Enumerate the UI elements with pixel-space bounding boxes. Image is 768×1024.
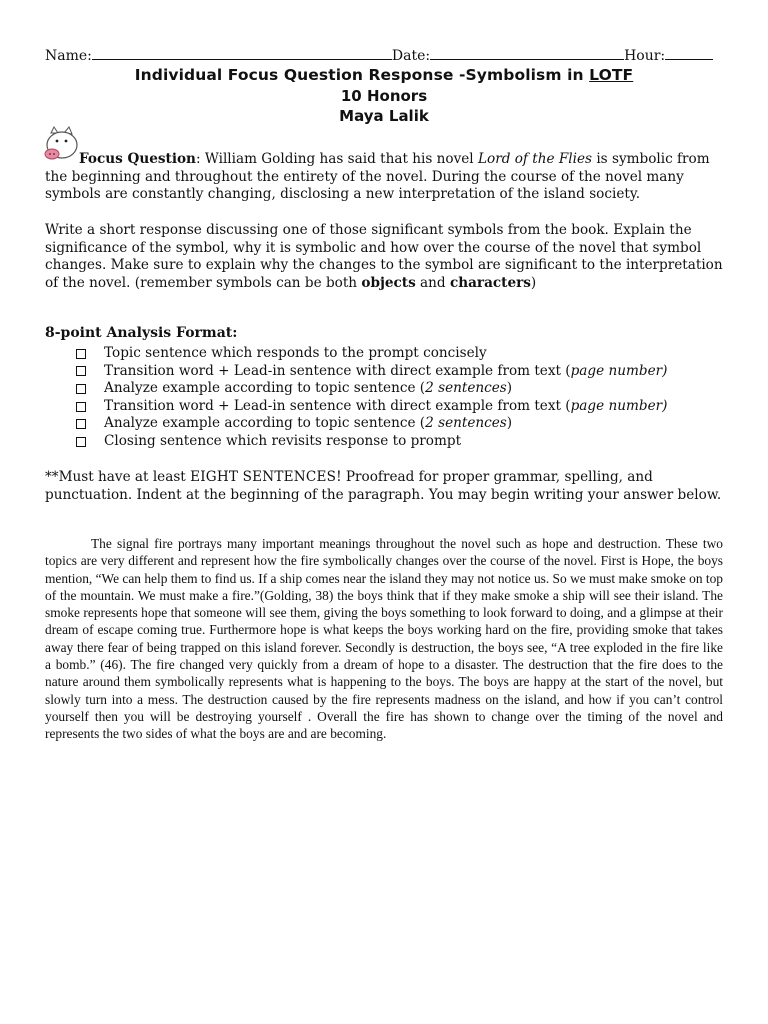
objects-word: objects	[361, 274, 416, 291]
name-blank	[92, 45, 392, 60]
checklist-item	[76, 363, 667, 381]
checklist-item-italic: page number)	[570, 362, 668, 379]
checklist-item-italic: page number)	[570, 397, 668, 414]
checklist-item-italic: 2 sentences	[425, 380, 507, 397]
checklist-item-text: Topic sentence which responds to the prompt concisely	[104, 345, 487, 361]
hour-label: Hour:	[624, 48, 666, 64]
checkbox-icon[interactable]	[76, 402, 86, 412]
and-word: and	[415, 274, 450, 291]
title-book-abbrev: LOTF	[589, 66, 634, 84]
requirements-suffix: ! Proofread for proper grammar, spelling, and punctuation. Indent at the beginning of the paragraph. You may begin writing your answer below.	[45, 469, 722, 503]
checkbox-icon[interactable]	[76, 349, 86, 359]
checklist-item-text: Closing sentence which revisits response to prompt	[104, 432, 462, 449]
student-name: Maya Lalik	[339, 107, 429, 125]
checkbox-icon[interactable]	[76, 437, 86, 447]
checklist-item-text: Transition word + Lead-in sentence with direct example from text (	[104, 397, 571, 414]
requirements-prefix: **Must have at least	[45, 469, 191, 485]
checklist-item-text: Analyze example according to topic sentence (	[104, 380, 426, 397]
format-heading: 8-point Analysis Format:	[45, 325, 238, 341]
checklist-item-tail: )	[506, 415, 513, 432]
student-answer: The signal fire portrays many important meanings throughout the novel such as hope and destruction. These two topics are very different and represent how the fire symbolically changes over the course of the novel. First is Hope, the boys mention, “We can help them to find us. If a ship comes near the island they may not notice us. So we must make smoke on top of the mountain. We must make a fire.”(Golding, 38) the boys think that if they make smoke a ship will see their island. The smoke represents hope that someone will see them, giving the boys something to look forward to doing, and a glimpse at their dream of escape coming true. Furthermore hope is what keeps the boys working hard on the fire, providing smoke that takes away there fear of being trapped on this island forever. Secondly is destruction, the boys see, “A tree exploded in the fire like a bomb.” (46). The fire changed very quickly from a dream of hope to a disaster. The destruction that the fire does to the nature around them symbolically represents what is happening to the boys. The boys are happy at the start of the novel, but slowly turn into a mess. The destruction caused by the fire represents madness on the island, and how if you can’t control yourself then you will be destroying yourself . Overall the fire has shown to change over the timing of the novel and represents the two sides of what the boys are and are becoming.	[45, 536, 723, 742]
checkbox-icon[interactable]	[76, 384, 86, 394]
instructions-text: Write a short response discussing one of those significant symbols from the book. Explain the significance of the symbol, why it is symbolic and how over the course of the novel that symbol changes. Make sure to explain why the changes to the symbol are significant to the interpretation of the novel. (remember symbols can be both	[45, 222, 723, 291]
title-text: Individual Focus Question Response -Symbolism in	[134, 66, 590, 84]
close-paren: )	[530, 274, 537, 291]
requirements-note	[45, 469, 725, 504]
checkbox-icon[interactable]	[76, 366, 86, 376]
checklist-item-text: Analyze example according to topic sentence (	[104, 415, 426, 432]
book-title: Lord of the Flies	[477, 151, 592, 167]
analysis-checklist	[76, 345, 667, 451]
checklist-item	[76, 380, 667, 398]
checklist-item-tail: )	[506, 380, 513, 397]
checklist-item	[76, 398, 667, 416]
class-label: 10 Honors	[340, 87, 428, 105]
checklist-item	[76, 415, 667, 433]
checkbox-icon[interactable]	[76, 419, 86, 429]
characters-word: characters	[449, 274, 531, 291]
page-title	[0, 66, 768, 84]
header-fields	[45, 45, 715, 66]
instructions	[45, 222, 725, 292]
focus-question	[45, 151, 725, 204]
checklist-item	[76, 433, 667, 451]
date-blank	[430, 45, 624, 60]
checklist-item-text: Transition word + Lead-in sentence with direct example from text (	[104, 362, 571, 379]
checklist-item	[76, 345, 667, 363]
date-label: Date:	[391, 48, 431, 64]
focus-text-1: William Golding has said that his novel	[200, 151, 478, 167]
hour-blank	[665, 45, 713, 60]
focus-question-label: Focus Question	[79, 151, 196, 167]
name-label: Name:	[45, 48, 92, 64]
focus-text-2: is symbolic from the beginning and throughout the entirety of the novel. During the course of the novel many symbols are constantly changing, disclosing a new interpretation of the island society.	[45, 151, 710, 202]
focus-colon: :	[195, 151, 201, 167]
eight-sentences: EIGHT SENTENCES	[190, 469, 337, 485]
checklist-item-italic: 2 sentences	[425, 415, 507, 432]
